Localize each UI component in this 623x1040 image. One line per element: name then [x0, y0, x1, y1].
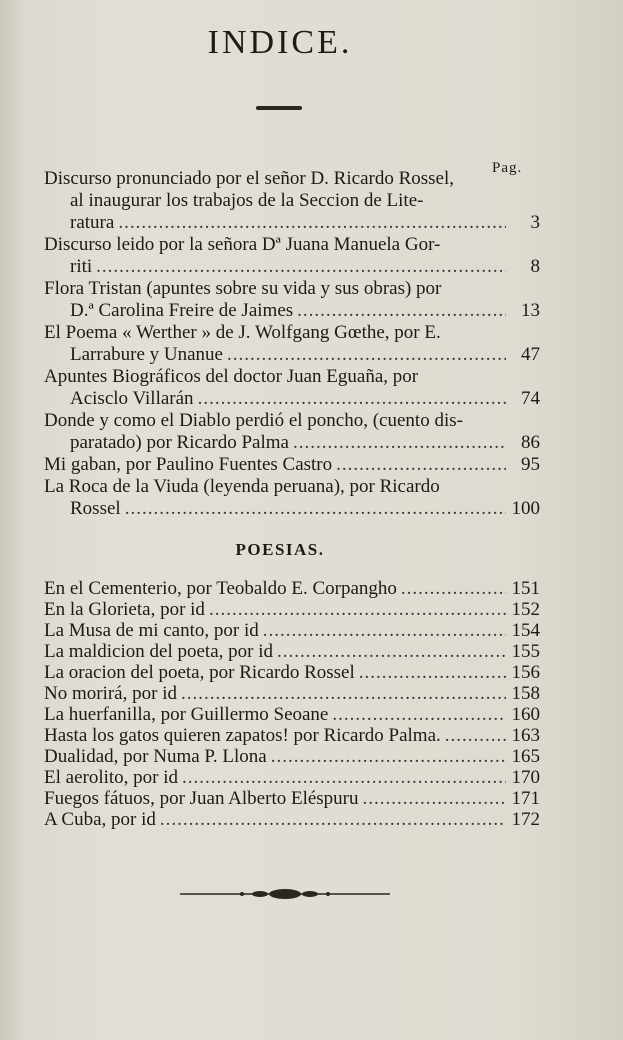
toc-entry-text: al inaugurar los trabajos de la Seccion de Lite- — [70, 190, 424, 211]
toc-entry-line — [44, 388, 540, 410]
page-number: 155 — [511, 641, 540, 662]
toc-entry-line — [44, 498, 540, 520]
toc-entry — [44, 641, 540, 662]
dot-leader — [263, 620, 506, 641]
toc-entry-text: Fuegos fátuos, por Juan Alberto Eléspuru — [44, 788, 359, 809]
toc-entry-text: La oracion del poeta, por Ricardo Rossel — [44, 662, 355, 683]
poetry-contents — [44, 578, 540, 830]
page-number: 47 — [521, 344, 540, 365]
dot-leader — [359, 662, 506, 683]
toc-entry-text: Discurso pronunciado por el señor D. Ricardo Rossel, — [44, 168, 455, 189]
toc-entry-text: Hasta los gatos quieren zapatos! por Ricardo Palma. — [44, 725, 441, 746]
page-number: 86 — [521, 432, 540, 453]
dot-leader — [118, 212, 506, 234]
toc-entry-line — [44, 476, 540, 498]
dot-leader — [96, 256, 506, 278]
page-number: 158 — [511, 683, 540, 704]
toc-entry-line — [44, 168, 540, 190]
toc-entry — [44, 704, 540, 725]
dot-leader — [336, 454, 506, 476]
page-number: 8 — [530, 256, 540, 277]
toc-entry — [44, 168, 540, 234]
dot-leader — [227, 344, 506, 366]
toc-entry — [44, 366, 540, 410]
toc-entry-line — [44, 366, 540, 388]
page-column-label: Pag. — [492, 160, 523, 176]
toc-entry-line — [44, 454, 540, 476]
toc-entry — [44, 725, 540, 746]
page-number: 165 — [511, 746, 540, 767]
toc-entry-text: La huerfanilla, por Guillermo Seoane — [44, 704, 329, 725]
toc-entry — [44, 599, 540, 620]
toc-entry-text: A Cuba, por id — [44, 809, 156, 830]
dot-leader — [125, 498, 506, 520]
dot-leader — [297, 300, 506, 322]
dot-leader — [277, 641, 506, 662]
toc-entry-text: La Musa de mi canto, por id — [44, 620, 259, 641]
page-title: INDICE. — [207, 24, 353, 61]
toc-entry-text: Larrabure y Unanue — [70, 344, 223, 365]
ornament-divider — [180, 882, 390, 906]
toc-entry-text: Flora Tristan (apuntes sobre su vida y sus obras) por — [44, 278, 442, 299]
toc-entry-line — [44, 410, 540, 432]
page-number: 13 — [521, 300, 540, 321]
toc-entry-text: En la Glorieta, por id — [44, 599, 205, 620]
dot-leader — [160, 809, 506, 830]
title-rule — [256, 106, 302, 110]
toc-entry — [44, 620, 540, 641]
toc-entry-text: No morirá, por id — [44, 683, 177, 704]
page-number: 170 — [511, 767, 540, 788]
toc-entry — [44, 767, 540, 788]
toc-entry-line — [44, 322, 540, 344]
dot-leader — [271, 746, 506, 767]
page-number: 100 — [511, 498, 540, 519]
dot-leader — [198, 388, 506, 410]
toc-entry-text: El aerolito, por id — [44, 767, 179, 788]
toc-entry — [44, 234, 540, 278]
toc-entry — [44, 683, 540, 704]
page-number: 95 — [521, 454, 540, 475]
dot-leader — [401, 578, 506, 599]
toc-entry — [44, 662, 540, 683]
toc-entry-text: Apuntes Biográficos del doctor Juan Eguaña, por — [44, 366, 419, 387]
toc-entry — [44, 322, 540, 366]
dot-leader — [181, 683, 506, 704]
toc-entry-text: La Roca de la Viuda (leyenda peruana), por Ricardo — [44, 476, 440, 497]
toc-entry-text: Dualidad, por Numa P. Llona — [44, 746, 267, 767]
toc-entry-text: riti — [70, 256, 93, 277]
page-number: 156 — [511, 662, 540, 683]
page-number: 154 — [511, 620, 540, 641]
toc-entry — [44, 410, 540, 454]
toc-entry — [44, 578, 540, 599]
toc-entry — [44, 788, 540, 809]
page-number: 160 — [511, 704, 540, 725]
dot-leader — [209, 599, 506, 620]
toc-entry-text: Acisclo Villarán — [70, 388, 194, 409]
page-number: 163 — [511, 725, 540, 746]
dot-leader — [363, 788, 506, 809]
toc-entry-line — [44, 278, 540, 300]
toc-entry-line — [44, 190, 540, 212]
toc-entry — [44, 476, 540, 520]
toc-entry-line — [44, 212, 540, 234]
toc-entry-text: El Poema « Werther » de J. Wolfgang Gœthe, por E. — [44, 322, 441, 343]
dot-leader — [445, 725, 506, 746]
toc-entry-line — [44, 300, 540, 322]
page-number: 171 — [511, 788, 540, 809]
dot-leader — [332, 704, 506, 725]
section-title: POESIAS. — [235, 540, 325, 559]
toc-entry-text: La maldicion del poeta, por id — [44, 641, 273, 662]
toc-entry-line — [44, 234, 540, 256]
toc-entry-text: Discurso leido por la señora Dª Juana Manuela Gor- — [44, 234, 441, 255]
toc-entry-text: Donde y como el Diablo perdió el poncho, (cuento dis- — [44, 410, 463, 431]
toc-entry-line — [44, 256, 540, 278]
dot-leader — [293, 432, 506, 454]
page-number: 152 — [511, 599, 540, 620]
dot-leader — [182, 767, 506, 788]
page-number: 172 — [511, 809, 540, 830]
page-number: 74 — [521, 388, 540, 409]
toc-entry-text: paratado) por Ricardo Palma — [70, 432, 289, 453]
toc-entry-text: ratura — [70, 212, 115, 233]
toc-entry — [44, 809, 540, 830]
page-number: 3 — [530, 212, 540, 233]
toc-entry-text: Rossel — [70, 498, 121, 519]
toc-entry — [44, 746, 540, 767]
toc-entry-text: En el Cementerio, por Teobaldo E. Corpangho — [44, 578, 397, 599]
page-number: 151 — [511, 578, 540, 599]
toc-entry-line — [44, 344, 540, 366]
toc-entry-text: Mi gaban, por Paulino Fuentes Castro — [44, 454, 333, 475]
toc-entry — [44, 454, 540, 476]
toc-entry-text: D.ª Carolina Freire de Jaimes — [70, 300, 294, 321]
toc-entry-line — [44, 432, 540, 454]
prose-contents — [44, 168, 540, 520]
toc-entry — [44, 278, 540, 322]
